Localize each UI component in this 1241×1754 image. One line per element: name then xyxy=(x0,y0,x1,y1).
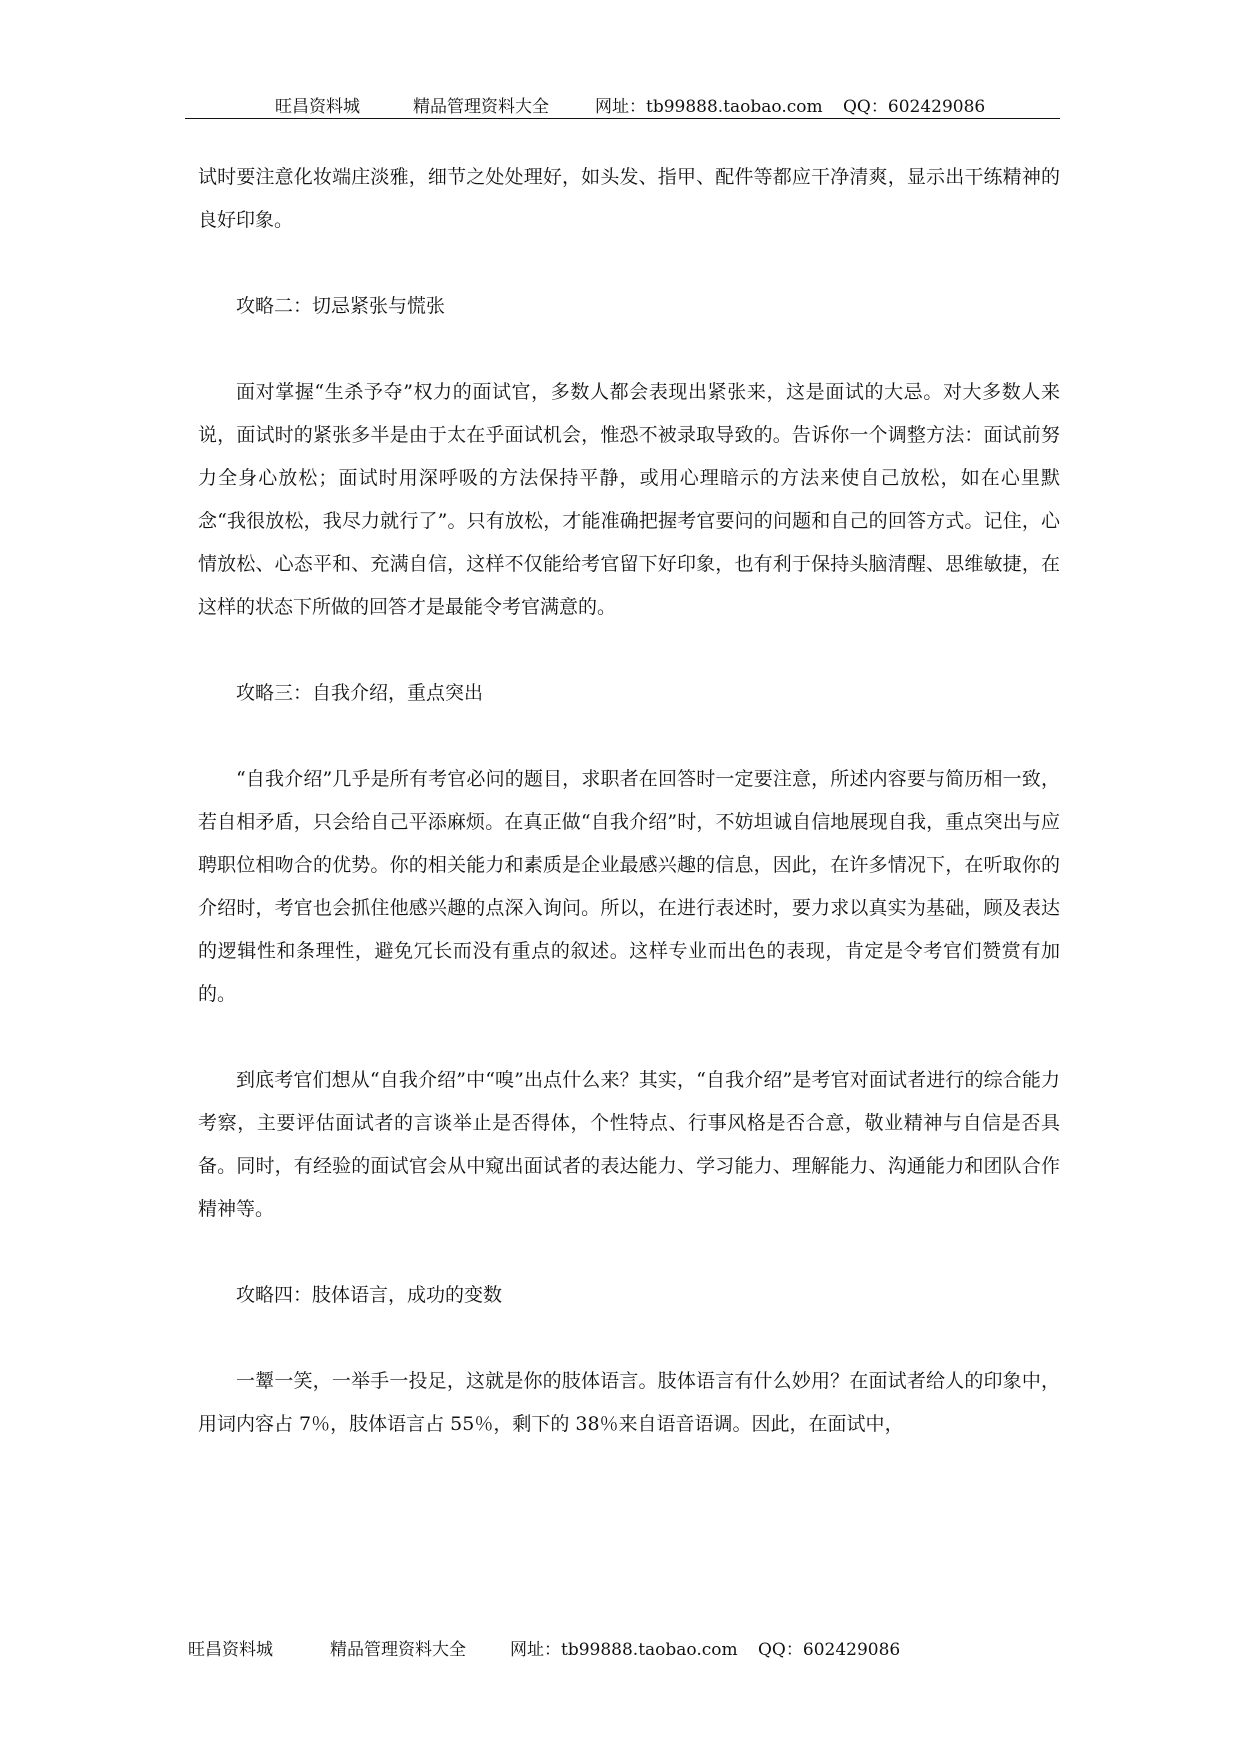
header-website: 网址：tb99888.taobao.com xyxy=(595,97,823,117)
header-qq: QQ：602429086 xyxy=(843,97,986,117)
page-header xyxy=(185,88,1060,119)
header-shop-name: 旺昌资料城 xyxy=(275,97,360,117)
paragraph-strategy-4: 一颦一笑，一举手一投足，这就是你的肢体语言。肢体语言有什么妙用？在面试者给人的印象中，用词内容占 7％，肢体语言占 55％，剩下的 38％来自语音语调。因此，在面试中， xyxy=(198,1370,1060,1435)
paragraph-strategy-3: “自我介绍”几乎是所有考官必问的题目，求职者在回答时一定要注意，所述内容要与简历相一致，若自相矛盾，只会给自己平添麻烦。在真正做“自我介绍”时，不妨坦诚自信地展现自我，重点突出与应聘职位相吻合的优势。你的相关能力和素质是企业最感兴趣的信息，因此，在许多情况下，在听取你的介绍时，考官也会抓住他感兴趣的点深入询问。所以，在进行表述时，要力求以真实为基础，顾及表达的逻辑性和条理性，避免冗长而没有重点的叙述。这样专业而出色的表现，肯定是令考官们赞赏有加的。 xyxy=(198,768,1060,1005)
footer-shop-name: 旺昌资料城 xyxy=(188,1640,273,1660)
section-heading-strategy-2: 攻略二：切忌紧张与慌张 xyxy=(236,295,446,317)
document-body xyxy=(198,156,1060,1489)
footer-website: 网址：tb99888.taobao.com xyxy=(510,1640,738,1660)
section-heading-strategy-4: 攻略四：肢体语言，成功的变数 xyxy=(236,1284,503,1306)
header-collection-name: 精品管理资料大全 xyxy=(413,97,549,117)
paragraph-strategy-2: 面对掌握“生杀予夺”权力的面试官，多数人都会表现出紧张来，这是面试的大忌。对大多数人来说，面试时的紧张多半是由于太在乎面试机会，惟恐不被录取导致的。告诉你一个调整方法：面试前努力全身心放松；面试时用深呼吸的方法保持平静，或用心理暗示的方法来使自己放松，如在心里默念“我很放松，我尽力就行了”。只有放松，才能准确把握考官要问的问题和自己的回答方式。记住，心情放松、心态平和、充满自信，这样不仅能给考官留下好印象，也有利于保持头脑清醒、思维敏捷，在这样的状态下所做的回答才是最能令考官满意的。 xyxy=(198,381,1060,618)
paragraph-strategy-3-second: 到底考官们想从“自我介绍”中“嗅”出点什么来？其实，“自我介绍”是考官对面试者进行的综合能力考察，主要评估面试者的言谈举止是否得体，个性特点、行事风格是否合意，敬业精神与自信是否具备。同时，有经验的面试官会从中窥出面试者的表达能力、学习能力、理解能力、沟通能力和团队合作精神等。 xyxy=(198,1069,1060,1220)
footer-collection-name: 精品管理资料大全 xyxy=(330,1640,466,1660)
section-heading-strategy-3: 攻略三：自我介绍，重点突出 xyxy=(236,682,484,704)
page-footer xyxy=(188,1635,1068,1665)
footer-qq: QQ：602429086 xyxy=(758,1640,901,1660)
paragraph-continued: 试时要注意化妆端庄淡雅，细节之处处理好，如头发、指甲、配件等都应干净清爽，显示出干练精神的良好印象。 xyxy=(198,166,1060,231)
